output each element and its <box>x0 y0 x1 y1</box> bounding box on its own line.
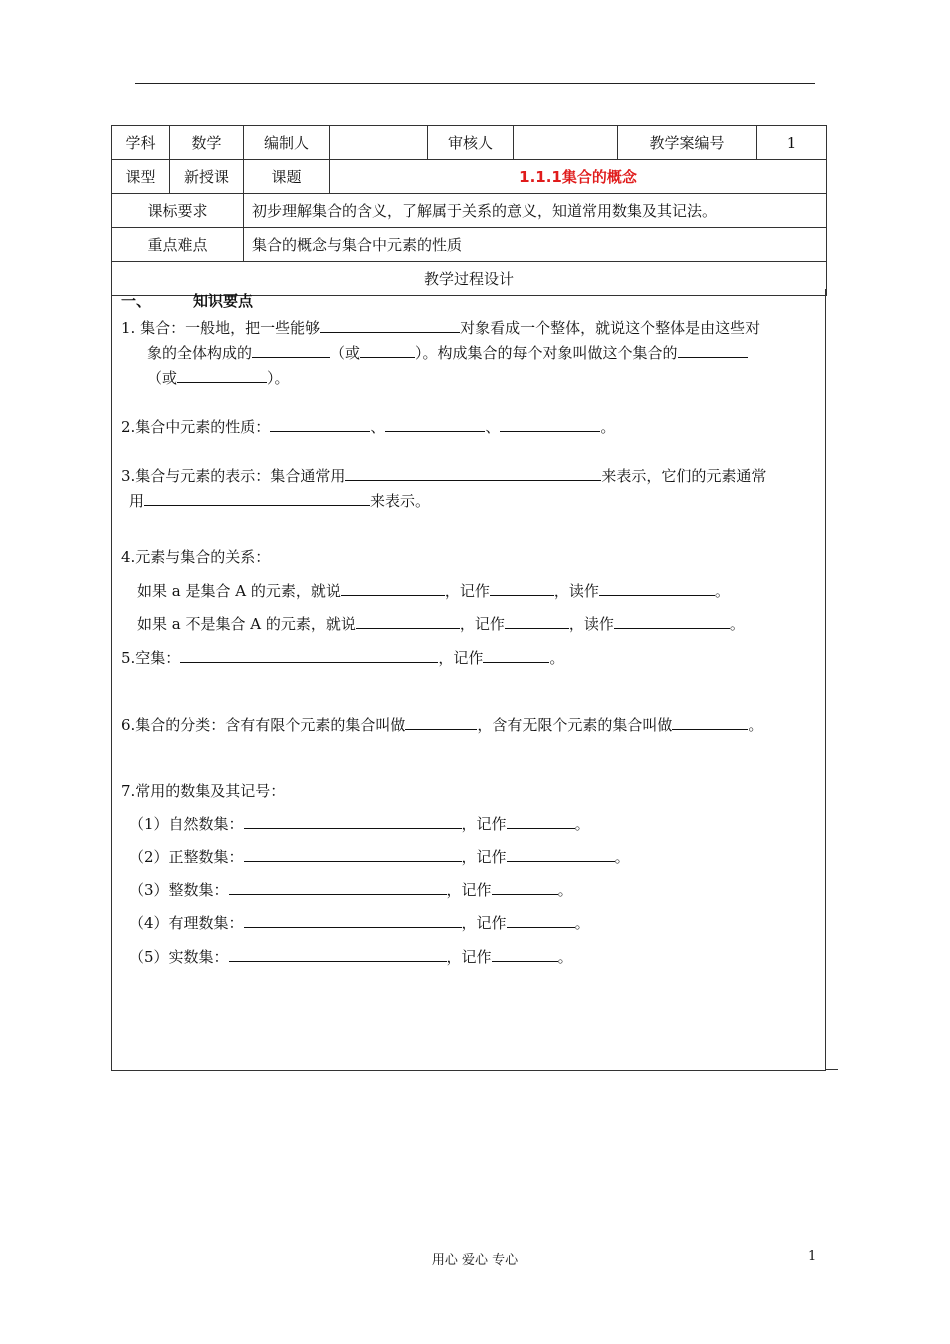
set-text: 。 <box>557 881 573 899</box>
table-row <box>112 160 827 194</box>
blank[interactable] <box>492 946 558 962</box>
list-item <box>129 879 573 900</box>
table-edge-stub <box>825 1069 838 1070</box>
blank[interactable] <box>507 912 575 928</box>
table-row <box>112 126 827 160</box>
blank[interactable] <box>672 714 748 730</box>
author-value <box>330 126 428 160</box>
blank[interactable] <box>678 342 748 358</box>
q5-text: 。 <box>549 649 565 667</box>
blank[interactable] <box>341 580 445 596</box>
plan-number-value: 1 <box>757 126 827 160</box>
lesson-info-table <box>111 125 827 296</box>
blank[interactable] <box>244 912 462 928</box>
list-item <box>129 946 573 967</box>
blank[interactable] <box>614 613 730 629</box>
blank[interactable] <box>492 879 558 895</box>
q4-text: ，读作 <box>568 615 614 633</box>
blank[interactable] <box>270 416 370 432</box>
set-text: ，记作 <box>461 848 507 866</box>
set-text: ，记作 <box>461 815 507 833</box>
type-label: 课型 <box>112 160 170 194</box>
subject-label: 学科 <box>112 126 170 160</box>
blank[interactable] <box>507 846 615 862</box>
q1-text-e: ）。构成集合的每个对象叫做这个集合的 <box>415 344 678 362</box>
blank[interactable] <box>356 613 460 629</box>
set-label: （1）自然数集： <box>129 815 244 833</box>
q6-text: 。 <box>748 716 764 734</box>
topic-label: 课题 <box>244 160 330 194</box>
q5-text: 5.空集： <box>121 649 181 667</box>
q1-text-f: （或 <box>147 369 178 387</box>
blank[interactable] <box>244 813 462 829</box>
list-item <box>129 813 590 834</box>
plan-number-label: 教学案编号 <box>618 126 757 160</box>
requirements-label: 课标要求 <box>112 194 244 228</box>
question-7-title: 7.常用的数集及其记号： <box>121 782 286 800</box>
q2-sep: 、 <box>370 418 386 436</box>
section-heading <box>121 291 253 311</box>
question-3-line-2 <box>129 490 430 511</box>
q5-text: ，记作 <box>438 649 484 667</box>
q2-sep: 、 <box>485 418 501 436</box>
set-text: ，记作 <box>446 948 492 966</box>
q6-text: ，含有无限个元素的集合叫做 <box>477 716 673 734</box>
blank[interactable] <box>483 647 549 663</box>
page-number: 1 <box>808 1249 817 1264</box>
blank[interactable] <box>490 580 554 596</box>
table-row <box>112 194 827 228</box>
blank[interactable] <box>500 416 600 432</box>
q4-text: 。 <box>714 582 730 600</box>
set-label: （3）整数集： <box>129 881 229 899</box>
question-4-line-1 <box>137 580 730 601</box>
blank[interactable] <box>599 580 715 596</box>
subject-value: 数学 <box>170 126 244 160</box>
blank[interactable] <box>180 647 438 663</box>
question-5 <box>121 647 564 668</box>
q6-text: 6.集合的分类：含有有限个元素的集合叫做 <box>121 716 406 734</box>
set-text: ，记作 <box>446 881 492 899</box>
q1-text-g: ）。 <box>267 369 290 387</box>
question-6 <box>121 714 763 735</box>
q2-end: 。 <box>600 418 616 436</box>
question-1-line-3 <box>147 367 290 388</box>
question-2 <box>121 416 615 437</box>
blank[interactable] <box>405 714 477 730</box>
question-3-line-1 <box>121 465 766 486</box>
q4-text: ，记作 <box>459 615 505 633</box>
set-text: ，记作 <box>461 914 507 932</box>
list-item <box>129 846 630 867</box>
blank[interactable] <box>385 416 485 432</box>
reviewer-value <box>514 126 618 160</box>
blank[interactable] <box>320 317 460 333</box>
blank[interactable] <box>229 879 447 895</box>
set-label: （5）实数集： <box>129 948 229 966</box>
list-item <box>129 912 590 933</box>
section-number: 一、 <box>121 292 152 310</box>
key-points-value: 集合的概念与集合中元素的性质 <box>244 228 827 262</box>
key-points-label: 重点难点 <box>112 228 244 262</box>
table-row <box>112 228 827 262</box>
q3-text-b: 来表示，它们的元素通常 <box>601 467 767 485</box>
question-1-line-2 <box>147 342 748 363</box>
q4-text: ，读作 <box>553 582 599 600</box>
set-text: 。 <box>557 948 573 966</box>
blank[interactable] <box>252 342 330 358</box>
footer-motto: 用心 爱心 专心 <box>431 1253 519 1268</box>
question-4-title: 4.元素与集合的关系： <box>121 548 271 566</box>
blank[interactable] <box>229 946 447 962</box>
set-text: 。 <box>574 914 590 932</box>
q4-text: 如果 a 是集合 A 的元素，就说 <box>137 582 341 600</box>
section-title: 知识要点 <box>193 292 254 310</box>
page-title: 1.1.1集合的概念 <box>330 160 827 194</box>
q4-text: 如果 a 不是集合 A 的元素，就说 <box>137 615 356 633</box>
requirements-value: 初步理解集合的含义，了解属于关系的意义，知道常用数集及其记法。 <box>244 194 827 228</box>
type-value: 新授课 <box>170 160 244 194</box>
q4-text: 。 <box>729 615 745 633</box>
q1-text-a: 1. 集合：一般地，把一些能够 <box>121 319 321 337</box>
q3-text-d: 来表示。 <box>370 492 431 510</box>
q1-text-c: 象的全体构成的 <box>147 344 253 362</box>
set-label: （2）正整数集： <box>129 848 244 866</box>
reviewer-label: 审核人 <box>428 126 514 160</box>
q2-text-a: 2.集合中元素的性质： <box>121 418 271 436</box>
set-text: 。 <box>614 848 630 866</box>
q1-text-b: 对象看成一个整体，就说这个整体是由这些对 <box>460 319 761 337</box>
question-1-line-1 <box>121 317 760 338</box>
blank[interactable] <box>345 465 601 481</box>
blank[interactable] <box>507 813 575 829</box>
header-rule <box>135 83 815 84</box>
blank[interactable] <box>505 613 569 629</box>
author-label: 编制人 <box>244 126 330 160</box>
design-heading: 教学过程设计 <box>112 262 827 296</box>
blank[interactable] <box>144 490 370 506</box>
set-text: 。 <box>574 815 590 833</box>
question-4-line-2 <box>137 613 745 634</box>
blank[interactable] <box>177 367 267 383</box>
q4-text: ，记作 <box>444 582 490 600</box>
set-label: （4）有理数集： <box>129 914 244 932</box>
blank[interactable] <box>360 342 415 358</box>
q3-text-c: 用 <box>129 492 145 510</box>
blank[interactable] <box>244 846 462 862</box>
q1-text-d: （或 <box>330 344 361 362</box>
q3-text-a: 3.集合与元素的表示：集合通常用 <box>121 467 346 485</box>
